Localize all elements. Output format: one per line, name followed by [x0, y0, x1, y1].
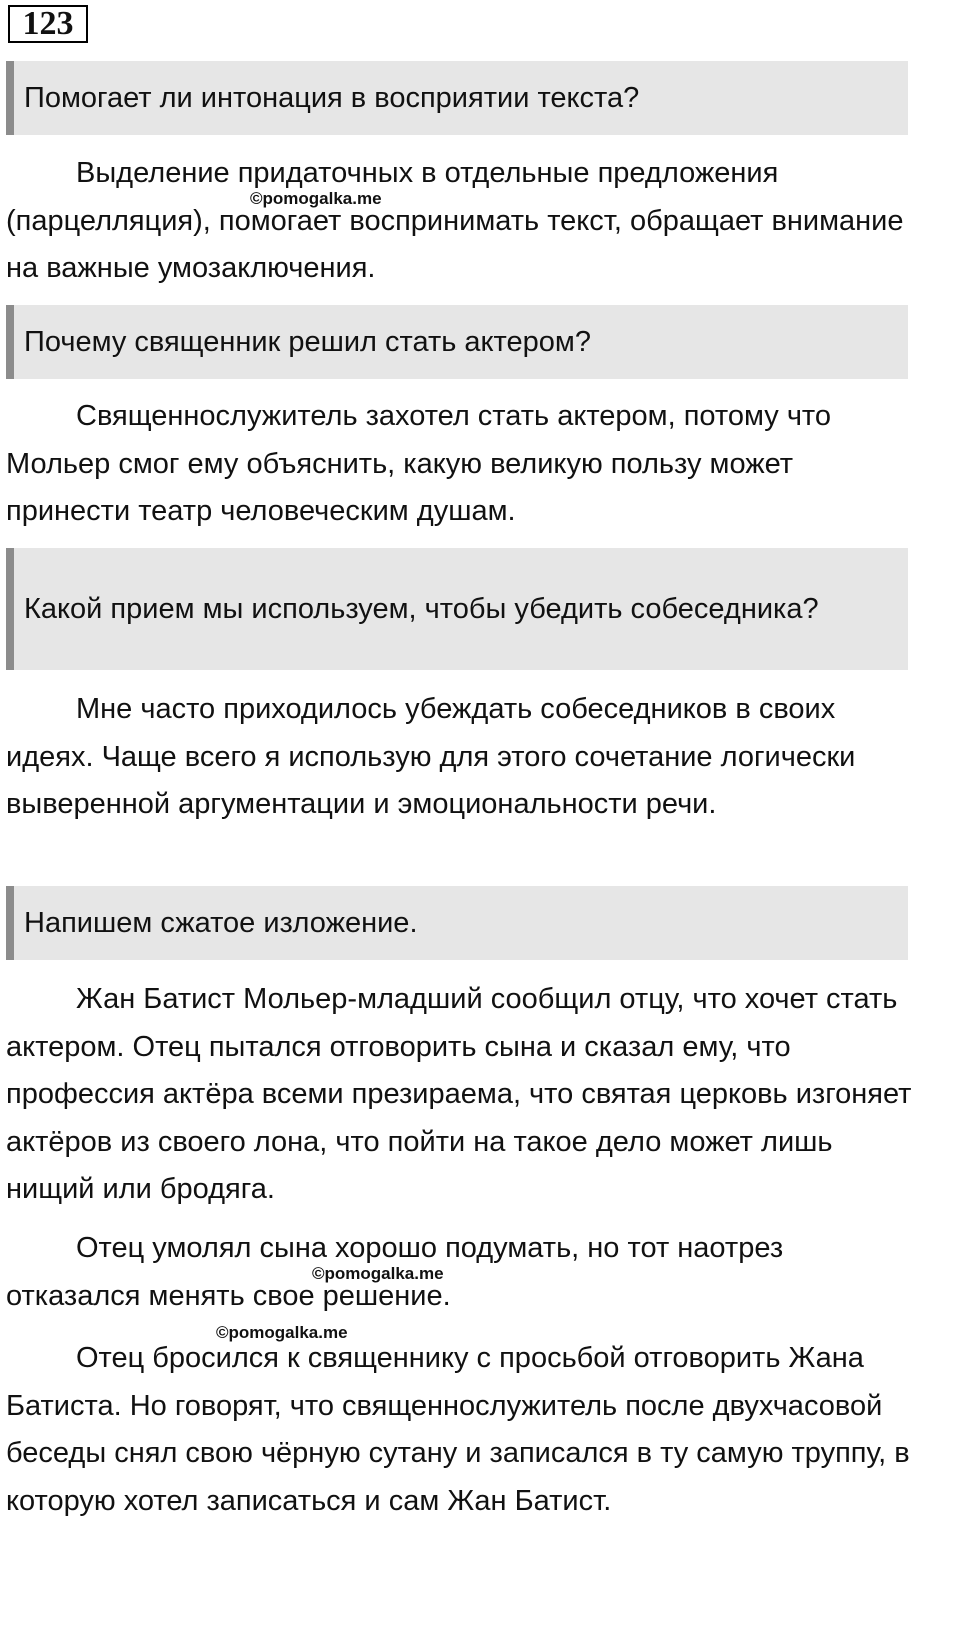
answer-3-paragraph: Мне часто приходилось убеждать собеседников в своих идеях. Чаще всего я использую для этого сочетание логически выверенной аргументации и эмоциональности речи.	[6, 693, 856, 820]
answer-4-paragraph-1: Жан Батист Мольер-младший сообщил отцу, что хочет стать актером. Отец пытался отговорить сына и сказал ему, что профессия актёра всеми презираема, что святая церковь изгоняет актёров из своего лона, что пойти на такое дело может лишь нищий или бродяга.	[6, 983, 912, 1205]
watermark-1: ©pomogalka.me	[250, 189, 382, 208]
question-1: Помогает ли интонация в восприятии текста?	[6, 61, 908, 135]
answer-4-paragraph-3: Отец бросился к священнику с просьбой отговорить Жана Батиста. Но говорят, что священнослужитель после двухчасовой беседы снял свою чёрную сутану и записался в ту самую труппу, в которую хотел записаться и сам Жан Батист.	[6, 1342, 910, 1517]
answer-2-paragraph: Священнослужитель захотел стать актером, потому что Мольер смог ему объяснить, какую великую пользу может принести театр человеческим душам.	[6, 400, 832, 527]
answer-4-paragraph-2: Отец умолял сына хорошо подумать, но тот наотрез отказался менять свое решение.	[6, 1232, 784, 1312]
answer-1-paragraph: Выделение придаточных в отдельные предложения (парцелляция), помогает воспринимать текст, обращает внимание на важные умозаключения.	[6, 157, 904, 284]
watermark-2: ©pomogalka.me	[312, 1264, 444, 1283]
watermark-3: ©pomogalka.me	[216, 1323, 348, 1342]
question-3: Какой прием мы используем, чтобы убедить собеседника?	[6, 548, 908, 670]
task-number-badge: 123	[8, 5, 88, 43]
question-2: Почему священник решил стать актером?	[6, 305, 908, 379]
question-4: Напишем сжатое изложение.	[6, 886, 908, 960]
